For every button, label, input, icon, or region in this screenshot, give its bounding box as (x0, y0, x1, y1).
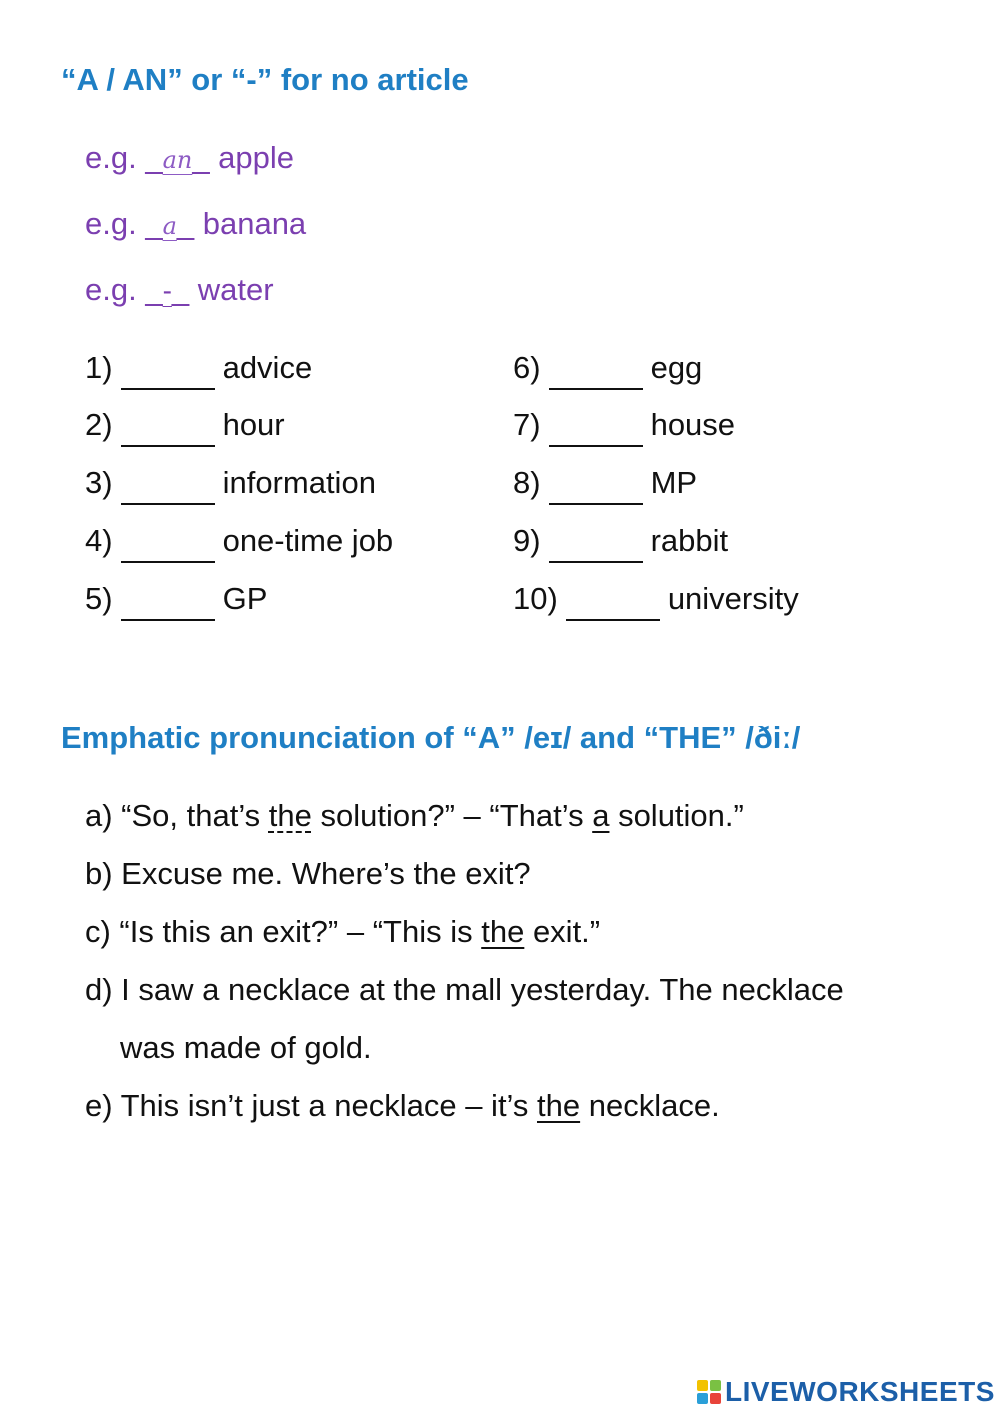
answer-input-3[interactable] (121, 473, 215, 505)
liveworksheets-logo (697, 1376, 995, 1408)
exercise-item-1: 1) advice (85, 350, 312, 390)
example-line: e.g. _-_ water (85, 272, 274, 307)
emphasized-word: the (268, 798, 312, 833)
answer-input-1[interactable] (121, 358, 215, 390)
answer-input-5[interactable] (121, 589, 215, 621)
exercise-item-3: 3) information (85, 465, 376, 505)
section-2-heading: Emphatic pronunciation of “A” /eɪ/ and “THE” /ðiː/ (61, 720, 801, 755)
exercise-item-4: 4) one-time job (85, 523, 393, 563)
answer-input-9[interactable] (549, 531, 643, 563)
exercise-item-7: 7) house (513, 407, 735, 447)
answer-input-10[interactable] (566, 589, 660, 621)
exercise-item-10: 10) university (513, 581, 799, 621)
example-line: e.g. _a_ banana (85, 206, 307, 241)
answer-input-7[interactable] (549, 415, 643, 447)
exercise-item-2: 2) hour (85, 407, 285, 447)
sentence-c: c) “Is this an exit?” – “This is the exit.” (85, 914, 601, 949)
emphasized-word: a (592, 798, 610, 833)
logo-text: LIVEWORKSHEETS (725, 1376, 995, 1407)
answer-input-8[interactable] (549, 473, 643, 505)
exercise-item-8: 8) MP (513, 465, 697, 505)
handwritten-answer: a (162, 212, 177, 240)
sentence-d-line-2: was made of gold. (120, 1030, 372, 1065)
exercise-item-5: 5) GP (85, 581, 267, 621)
handwritten-answer: - (162, 275, 172, 306)
emphasized-word: the (537, 1088, 581, 1123)
sentence-a: a) “So, that’s the solution?” – “That’s a solution.” (85, 798, 744, 833)
emphasized-word: the (481, 914, 525, 949)
answer-input-4[interactable] (121, 531, 215, 563)
example-line: e.g. _an_ apple (85, 140, 295, 175)
sentence-d-line-1: d) I saw a necklace at the mall yesterday. The necklace (85, 972, 844, 1007)
handwritten-answer: an (162, 146, 193, 174)
answer-input-6[interactable] (549, 358, 643, 390)
exercise-item-9: 9) rabbit (513, 523, 728, 563)
exercise-item-6: 6) egg (513, 350, 702, 390)
answer-input-2[interactable] (121, 415, 215, 447)
sentence-b: b) Excuse me. Where’s the exit? (85, 856, 531, 891)
sentence-e: e) This isn’t just a necklace – it’s the necklace. (85, 1088, 720, 1123)
section-1-heading: “A / AN” or “-” for no article (61, 62, 469, 97)
logo-icon (697, 1380, 721, 1404)
